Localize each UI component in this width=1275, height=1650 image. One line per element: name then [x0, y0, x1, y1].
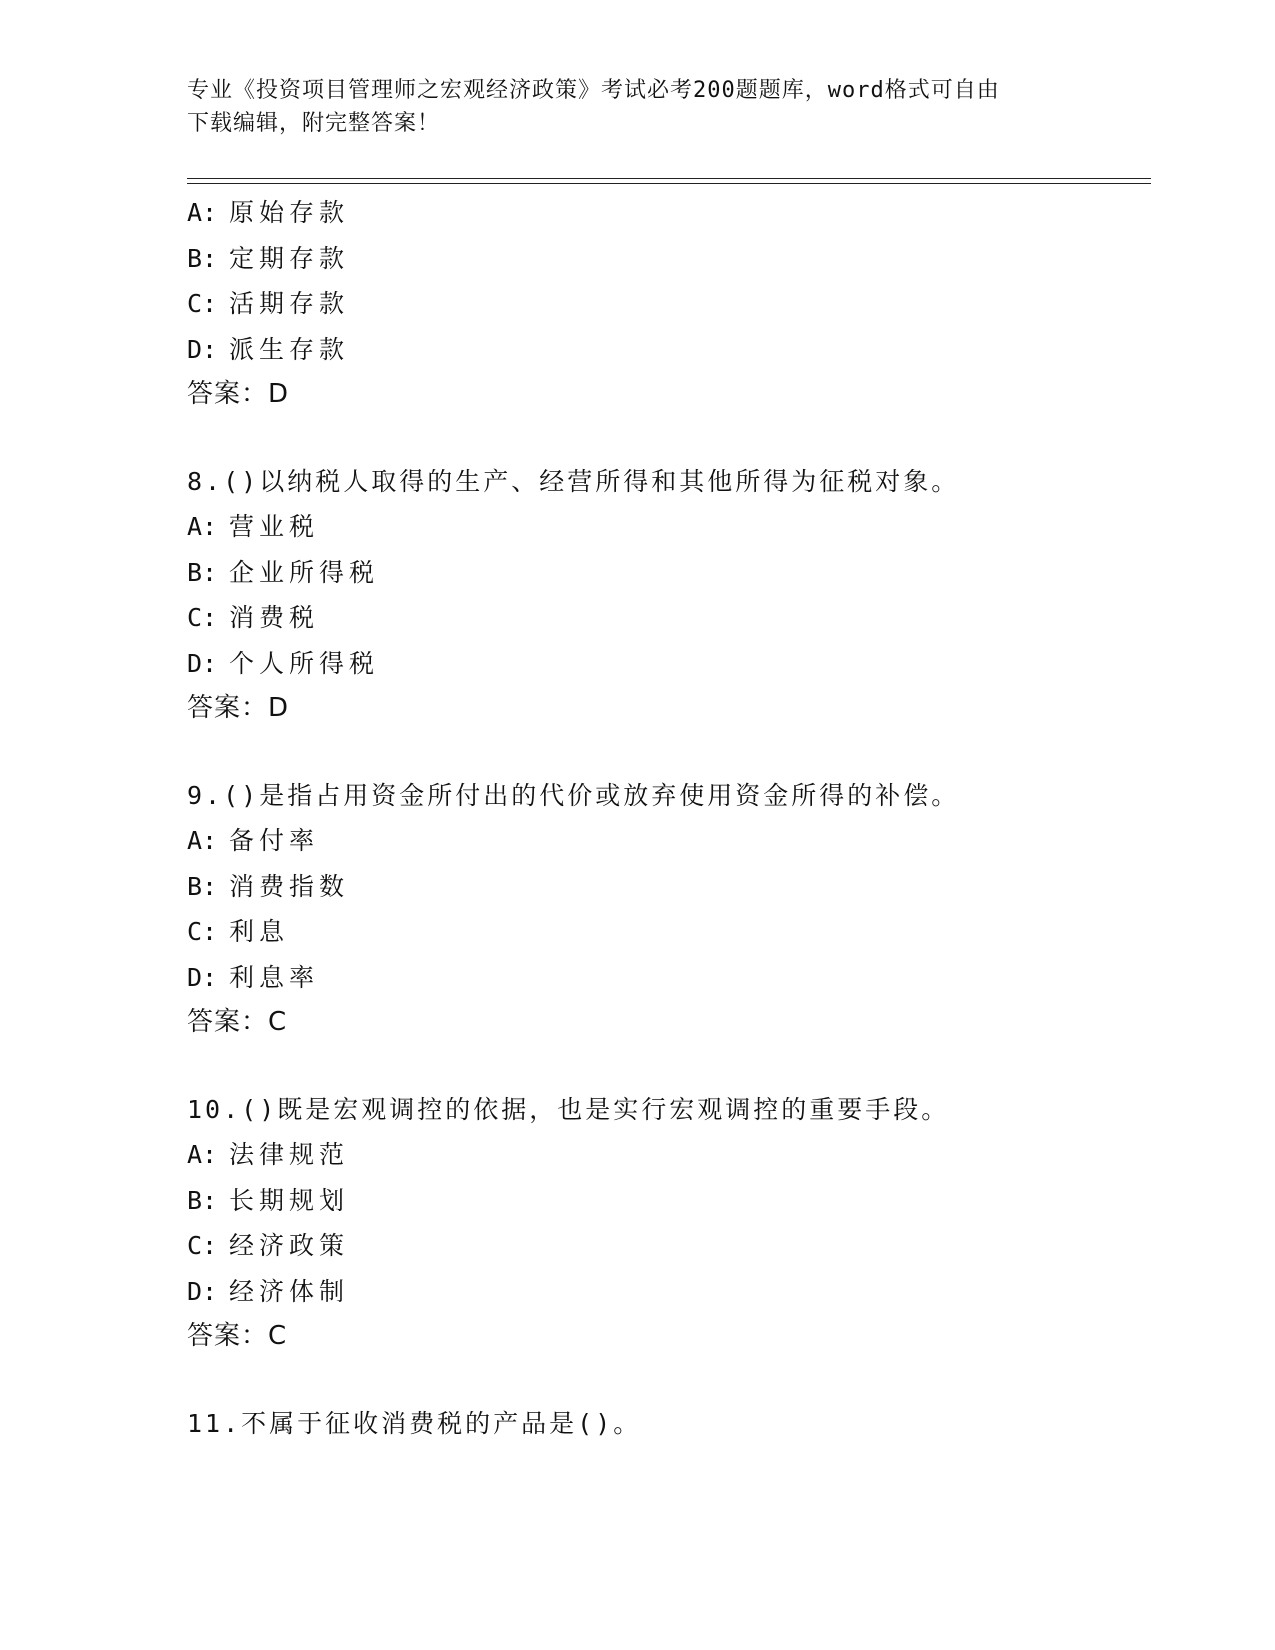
header-line-2: 下载编辑，附完整答案！	[187, 111, 441, 136]
option-letter: C:	[187, 603, 218, 632]
option-a	[187, 1132, 1151, 1178]
option-b	[187, 550, 1151, 596]
header-divider-bottom	[187, 183, 1151, 184]
header-divider-top	[187, 178, 1151, 179]
option-text: 企业所得税	[229, 557, 380, 587]
option-d	[187, 327, 1151, 373]
option-text: 经济体制	[229, 1276, 350, 1306]
question-8	[187, 459, 1151, 732]
option-c	[187, 1223, 1151, 1269]
option-b	[187, 1178, 1151, 1224]
option-c	[187, 595, 1151, 641]
option-text: 消费指数	[229, 871, 350, 901]
option-d	[187, 955, 1151, 1001]
option-c	[187, 281, 1151, 327]
option-text: 原始存款	[229, 198, 350, 227]
question-stem: 10.()既是宏观调控的依据，也是实行宏观调控的重要手段。	[187, 1094, 950, 1124]
option-text: 消费税	[229, 603, 320, 632]
option-text: 利息率	[229, 962, 320, 992]
option-letter: B:	[187, 871, 218, 901]
option-letter: D:	[187, 648, 218, 678]
option-c	[187, 909, 1151, 955]
option-text: 定期存款	[229, 243, 350, 273]
option-d	[187, 641, 1151, 687]
option-letter: C:	[187, 917, 218, 946]
option-text: 个人所得税	[229, 648, 380, 678]
question-stem: 9.()是指占用资金所付出的代价或放弃使用资金所得的补偿。	[187, 780, 960, 810]
option-a	[187, 818, 1151, 864]
option-text: 长期规划	[229, 1185, 350, 1215]
option-text: 派生存款	[229, 334, 350, 364]
option-letter: D:	[187, 334, 218, 364]
option-text: 备付率	[229, 826, 320, 855]
question-stem: 8.()以纳税人取得的生产、经营所得和其他所得为征税对象。	[187, 466, 960, 496]
option-letter: C:	[187, 289, 218, 318]
header-line-1: 专业《投资项目管理师之宏观经济政策》考试必考200题题库，word格式可自由	[187, 78, 1000, 103]
option-text: 活期存款	[229, 289, 350, 318]
option-letter: D:	[187, 1276, 218, 1306]
option-letter: B:	[187, 557, 218, 587]
option-b	[187, 236, 1151, 282]
question-10	[187, 1087, 1151, 1360]
option-text: 法律规范	[229, 1140, 350, 1169]
option-d	[187, 1269, 1151, 1315]
question-7-continued	[187, 190, 1151, 418]
option-letter: D:	[187, 962, 218, 992]
option-letter: C:	[187, 1231, 218, 1260]
option-text: 经济政策	[229, 1231, 350, 1260]
option-letter: A:	[187, 512, 218, 541]
answer-line: 答案：D	[187, 379, 290, 409]
answer-line: 答案：D	[187, 693, 290, 723]
question-list	[187, 190, 1151, 1446]
option-letter: A:	[187, 1140, 218, 1169]
answer-line: 答案：C	[187, 1007, 288, 1037]
option-text: 营业税	[229, 512, 320, 541]
question-stem: 11.不属于征收消费税的产品是()。	[187, 1408, 642, 1438]
question-11	[187, 1401, 1151, 1447]
option-text: 利息	[229, 917, 290, 946]
document-header	[187, 74, 1067, 140]
option-a	[187, 190, 1151, 236]
option-b	[187, 864, 1151, 910]
option-letter: A:	[187, 826, 218, 855]
option-letter: B:	[187, 1185, 218, 1215]
answer-line: 答案：C	[187, 1321, 288, 1351]
question-9	[187, 773, 1151, 1046]
option-letter: B:	[187, 243, 218, 273]
option-letter: A:	[187, 198, 218, 227]
option-a	[187, 504, 1151, 550]
